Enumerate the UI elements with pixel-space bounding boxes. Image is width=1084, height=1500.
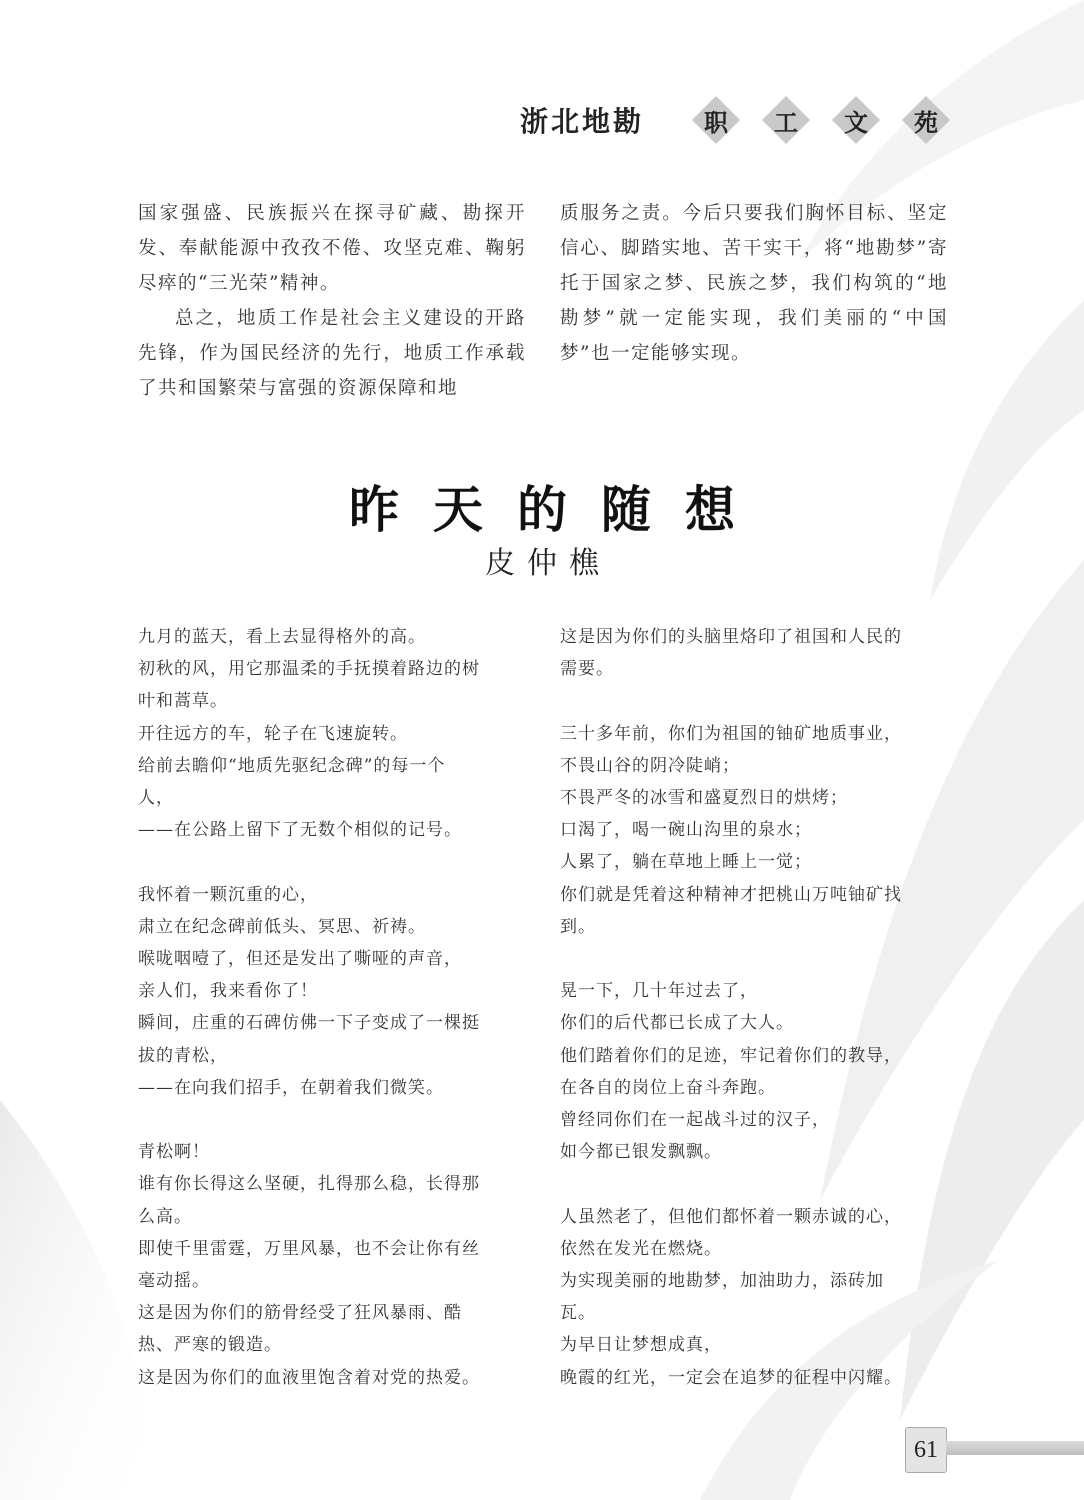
poem-line: 到。 <box>560 916 596 937</box>
stanza-gap <box>560 943 950 975</box>
poem-line: 叶和蒿草。 <box>138 691 228 712</box>
poem-line: 为早日让梦想成真， <box>560 1335 722 1356</box>
section-title-char-2: 工 <box>764 98 808 142</box>
poem-line: 曾经同你们在一起战斗过的汉子， <box>560 1110 830 1131</box>
poem-line: 青松啊！ <box>138 1142 210 1163</box>
page-number: 61 <box>905 1427 947 1473</box>
poem-line: 在各自的岗位上奋斗奔跑。 <box>560 1077 776 1098</box>
poem-line: 开往远方的车，轮子在飞速旋转。 <box>138 723 408 744</box>
poem-line: 人， <box>138 788 174 809</box>
poem-line: 即使千里雷霆，万里风暴，也不会让你有丝 <box>138 1238 480 1259</box>
poem-title: 昨天的随想 <box>349 480 769 539</box>
intro-paragraph: 国家强盛、民族振兴在探寻矿藏、勘探开发、奉献能源中孜孜不倦、攻坚克难、鞠躬尽瘁的“三光荣”精神。 <box>138 203 526 294</box>
intro-right-column <box>560 196 948 371</box>
poem-line: ——在公路上留下了无数个相似的记号。 <box>138 820 462 841</box>
poem-right-column <box>560 621 950 1394</box>
poem-line: 热、严寒的锻造。 <box>138 1335 282 1356</box>
intro-paragraph: 总之，地质工作是社会主义建设的开路先锋，作为国民经济的先行，地质工作承载了共和国繁荣与富强的资源保障和地 <box>138 308 526 399</box>
poem-line: 这是因为你们的血液里饱含着对党的热爱。 <box>138 1367 480 1388</box>
section-title-char-1: 职 <box>694 98 738 142</box>
poem-line: 毫动摇。 <box>138 1271 210 1292</box>
poem-left-column <box>138 621 528 1394</box>
poem-line: 依然在发光在燃烧。 <box>560 1238 722 1259</box>
poem-line: 我怀着一颗沉重的心， <box>138 884 318 905</box>
poem-line: ——在向我们招手，在朝着我们微笑。 <box>138 1077 444 1098</box>
intro-paragraph: 质服务之责。今后只要我们胸怀目标、坚定信心、脚踏实地、苦干实干，将“地勘梦”寄托于国家之梦、民族之梦，我们构筑的“地勘梦”就一定能实现，我们美丽的“中国梦”也一定能够实现。 <box>560 203 948 364</box>
poem-line: 谁有你长得这么坚硬，扎得那么稳，长得那 <box>138 1174 480 1195</box>
stanza-gap <box>138 846 528 878</box>
poem-line: 瓦。 <box>560 1303 596 1324</box>
page-header <box>520 98 950 142</box>
poem-line: 口渴了，喝一碗山沟里的泉水； <box>560 820 812 841</box>
poem-line: 需要。 <box>560 659 614 680</box>
poem-line: 喉咙咽噎了，但还是发出了嘶哑的声音， <box>138 949 462 970</box>
poem-line: 这是因为你们的头脑里烙印了祖国和人民的 <box>560 627 902 647</box>
stanza-gap <box>560 685 950 717</box>
poem-line: 为实现美丽的地勘梦，加油助力，添砖加 <box>560 1271 884 1292</box>
poem-line: 么高。 <box>138 1206 192 1227</box>
poem-line: 这是因为你们的筋骨经受了狂风暴雨、酷 <box>138 1303 462 1324</box>
poem-line: 人虽然老了，但他们都怀着一颗赤诚的心， <box>560 1206 902 1227</box>
poem-line: 你们的后代都已长成了大人。 <box>560 1013 794 1034</box>
organization-name: 浙北地勘 <box>520 105 645 138</box>
section-title-char-3: 文 <box>834 98 878 142</box>
section-title-char-4: 苑 <box>904 98 948 142</box>
poem-line: 瞬间，庄重的石碑仿佛一下子变成了一棵挺 <box>138 1013 480 1034</box>
poem-line: 初秋的风，用它那温柔的手抚摸着路边的树 <box>138 659 480 680</box>
poem-line: 不畏山谷的阴冷陡峭； <box>560 755 740 776</box>
poem-line: 你们就是凭着这种精神才把桃山万吨铀矿找 <box>560 884 902 905</box>
poem-line: 九月的蓝天，看上去显得格外的高。 <box>138 627 426 647</box>
stanza-gap <box>560 1168 950 1200</box>
poem-line: 晃一下，几十年过去了， <box>560 981 758 1002</box>
poem-line: 不畏严冬的冰雪和盛夏烈日的烘烤； <box>560 788 848 808</box>
poem-line: 肃立在纪念碑前低头、冥思、祈祷。 <box>138 916 426 937</box>
poem-line: 拔的青松， <box>138 1045 228 1066</box>
poem-line: 他们踏着你们的足迹，牢记着你们的教导， <box>560 1045 902 1066</box>
poem-line: 给前去瞻仰“地质先驱纪念碑”的每一个 <box>138 755 446 776</box>
poem-line: 三十多年前，你们为祖国的铀矿地质事业， <box>560 723 902 744</box>
intro-left-column <box>138 196 526 406</box>
poem-author: 皮仲樵 <box>485 546 611 581</box>
poem-line: 人累了，躺在草地上睡上一觉； <box>560 852 812 873</box>
poem-line: 如今都已银发飘飘。 <box>560 1142 722 1163</box>
stanza-gap <box>138 1104 528 1136</box>
poem-line: 晚霞的红光，一定会在追梦的征程中闪耀。 <box>560 1367 902 1388</box>
page-number-bar <box>946 1441 1084 1455</box>
poem-line: 亲人们，我来看你了！ <box>138 981 318 1002</box>
